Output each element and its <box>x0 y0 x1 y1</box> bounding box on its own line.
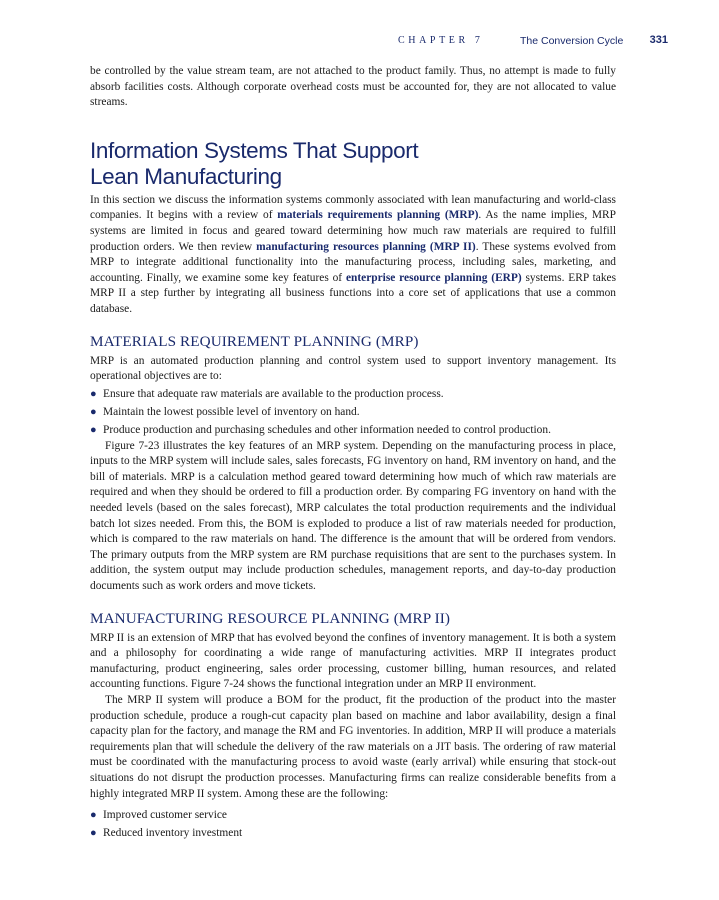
mrp2-paragraph-2: The MRP II system will produce a BOM for the product, fit the production of the product into the master production schedule, produce a rough-cut capacity plan based on machine and labor availability, design a final capacity plan for the factory, and manage the RM and FG inventories. In addition, MRP II will produce a materials requirements plan that will schedule the delivery of the raw materials on a JIT basis. The ordering of raw material must be coordinated with the manufacturing process to avoid waste (early arrival) while ensuring that stock-out situations do not disrupt the production processes. Manufacturing firms can realize considerable benefits from a highly integrated MRP II system. Among these are the following: <box>90 694 616 800</box>
bullet-dot-icon: ● <box>90 387 97 400</box>
section-intro-text-2: . As the name implies, MRP systems are limited in focus and geared toward determining how much raw materials are required to fulfill production orders. We then review <box>90 209 616 253</box>
mrp-heading: MATERIALS REQUIREMENT PLANNING (MRP) <box>90 332 419 350</box>
mrp-body-paragraph: Figure 7-23 illustrates the key features of an MRP system. Depending on the manufacturing process in place, inputs to the MRP system will include sales, sales forecasts, FG inventory on hand, RM inventory on hand, and the bill of materials. MRP is a calculation method geared toward determining how much of which raw materials are required and when they should be ordered to fill a production order. By comparing FG inventory on hand with the needed levels (based on the sales forecast), MRP calculates the total production requirements and the individual batch lot sizes needed. From this, the BOM is exploded to produce a list of raw materials needed for production, which is compared to the raw materials on hand. The difference is the amount that will be ordered from vendors. The primary outputs from the MRP system are RM purchase requisitions that are sent to the purchases system. In addition, the system output may include production schedules, management reports, and day-to-day production documents such as work orders and move tickets. <box>90 439 616 593</box>
section-intro-paragraph <box>90 193 616 318</box>
keyword-erp: enterprise resource planning (ERP) <box>345 271 522 284</box>
mrp-lead-paragraph: MRP is an automated production planning and control system used to support inventory management. Its operational objectives are to: <box>90 354 616 383</box>
running-header <box>90 33 668 49</box>
mrp2-benefits-list <box>90 808 616 842</box>
list-item: ● Reduced inventory investment <box>90 826 616 842</box>
section-intro-text-3: . These systems evolved from MRP to integrate additional functionality into the manufacturing process, including sales, marketing, and accounting. Finally, we examine some key features of <box>90 240 616 284</box>
list-item: ● Produce production and purchasing schedules and other information needed to control production. <box>90 423 616 439</box>
section-intro-text-1: In this section we discuss the information systems commonly associated with lean manufacturing and world-class companies. It begins with a review of <box>90 193 616 222</box>
list-item: ● Ensure that adequate raw materials are available to the production process. <box>90 387 616 403</box>
header-section-title: The Conversion Cycle <box>520 35 624 47</box>
bullet-dot-icon: ● <box>90 424 97 437</box>
keyword-mrp: materials requirements planning (MRP) <box>277 209 479 222</box>
intro-paragraph: be controlled by the value stream team, are not attached to the product family. Thus, no attempt is made to fully absorb facilities costs. Although corporate overhead costs must be accounted for, they are not allocated to value streams. <box>90 65 616 109</box>
section-intro-text-4: systems. ERP takes MRP II a step further by integrating all business functions into a core set of applications that use a common database. <box>90 271 617 315</box>
chapter-label: CHAPTER 7 <box>398 35 484 46</box>
bullet-dot-icon: ● <box>90 809 97 822</box>
list-item: ● Improved customer service <box>90 808 616 824</box>
main-heading-line2: Lean Manufacturing <box>90 163 282 189</box>
list-item: ● Maintain the lowest possible level of inventory on hand. <box>90 405 616 421</box>
main-heading-line1: Information Systems That Support <box>90 137 419 163</box>
page-number: 331 <box>649 34 668 46</box>
mrp2-heading: MANUFACTURING RESOURCE PLANNING (MRP II) <box>90 609 451 627</box>
mrp-objectives-list <box>90 387 616 439</box>
page-body <box>90 64 616 845</box>
main-heading <box>90 138 616 190</box>
bullet-dot-icon: ● <box>90 827 97 840</box>
mrp2-paragraph-1: MRP II is an extension of MRP that has evolved beyond the confines of inventory management. It is both a system and a philosophy for coordinating a wide range of manufacturing activities. MRP II integrates product manufacturing, product engineering, sales order processing, customer billing, human resources, and related accounting functions. Figure 7-24 shows the functional integration under an MRP II environment. <box>90 631 616 691</box>
keyword-mrp-ii: manufacturing resources planning (MRP II) <box>256 240 476 253</box>
bullet-dot-icon: ● <box>90 405 97 418</box>
